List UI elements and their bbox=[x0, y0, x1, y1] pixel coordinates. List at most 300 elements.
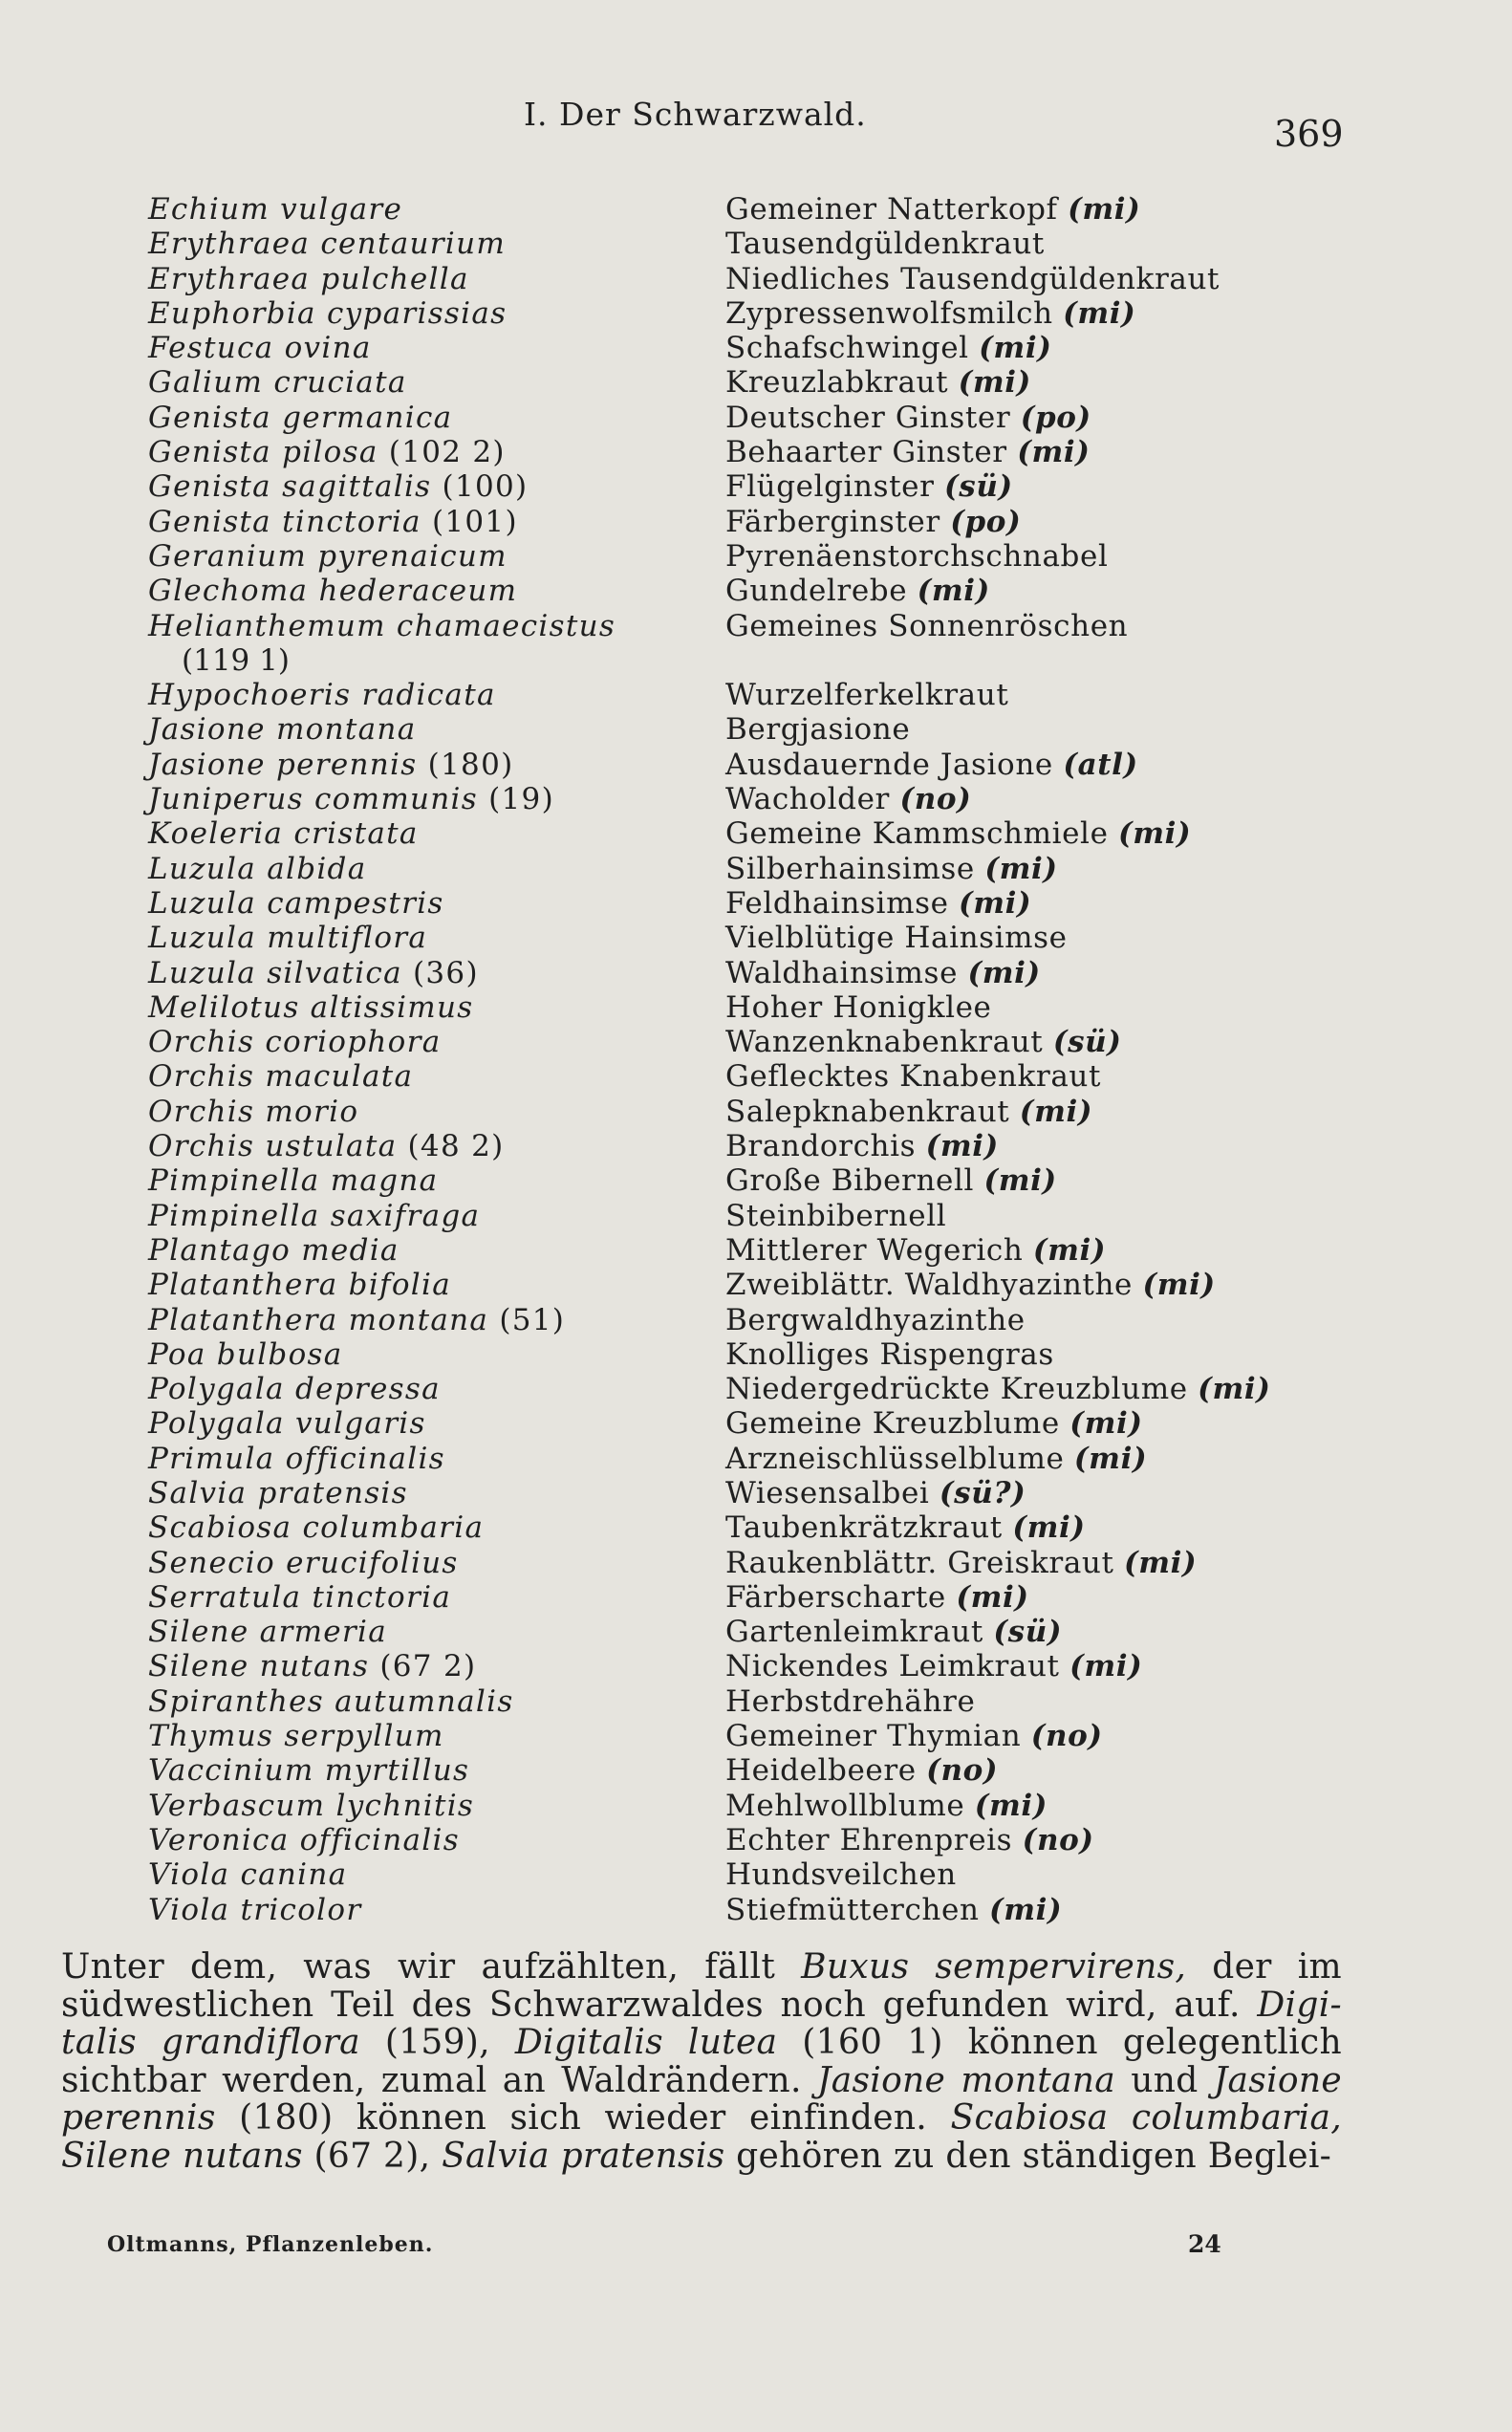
latin-name-text: Koeleria cristata bbox=[148, 816, 419, 852]
latin-name bbox=[148, 1059, 413, 1094]
region-code: (mi) bbox=[1124, 1545, 1198, 1580]
table-row bbox=[0, 1372, 1512, 1406]
latin-name bbox=[148, 1303, 565, 1337]
latin-name-text: Helianthemum chamaecistus bbox=[148, 608, 616, 643]
region-code: (sü) bbox=[944, 469, 1013, 505]
latin-name bbox=[148, 1823, 460, 1857]
table-row bbox=[0, 1893, 1512, 1927]
latin-name bbox=[148, 609, 616, 643]
region-code: (mi) bbox=[983, 1163, 1057, 1199]
german-name bbox=[725, 782, 971, 816]
latin-name bbox=[148, 1442, 445, 1476]
table-row bbox=[0, 921, 1512, 955]
latin-name bbox=[148, 748, 514, 782]
german-name-text: Flügelginster bbox=[725, 469, 935, 505]
latin-name-text: Juniperus communis bbox=[148, 782, 478, 817]
table-row bbox=[0, 262, 1512, 296]
german-name bbox=[725, 401, 1091, 435]
german-name bbox=[725, 816, 1191, 851]
table-row bbox=[0, 1129, 1512, 1163]
latin-name bbox=[148, 782, 554, 816]
latin-name-text: Erythraea centaurium bbox=[148, 227, 507, 262]
latin-name-text: Viola canina bbox=[148, 1857, 348, 1893]
latin-name-text: Pimpinella saxifraga bbox=[148, 1198, 481, 1233]
latin-name-text: Melilotus altissimus bbox=[148, 989, 474, 1025]
german-name-text: Kreuzlabkraut bbox=[725, 365, 949, 401]
latin-name-text: Primula officinalis bbox=[148, 1441, 445, 1476]
german-name-text: Tausendgüldenkraut bbox=[725, 227, 1045, 262]
latin-name bbox=[148, 1129, 505, 1163]
german-name-text: Gemeine Kammschmiele bbox=[725, 816, 1109, 852]
latin-name bbox=[148, 956, 479, 990]
table-row bbox=[0, 886, 1512, 921]
paragraph-line bbox=[61, 1987, 1342, 2025]
table-row bbox=[0, 227, 1512, 261]
reference-number: (180) bbox=[427, 747, 514, 782]
latin-name bbox=[148, 296, 507, 331]
table-row bbox=[0, 1095, 1512, 1129]
paragraph-text: (67 2), bbox=[302, 2136, 443, 2176]
species-mention: Jasione montana bbox=[817, 2060, 1116, 2100]
running-head: I. Der Schwarzwald. bbox=[524, 96, 867, 133]
german-name-text: Echter Ehrenpreis bbox=[725, 1822, 1013, 1857]
german-name bbox=[725, 1337, 1054, 1372]
species-mention: Scabiosa columbaria, bbox=[950, 2098, 1342, 2138]
german-name-text: Gartenleimkraut bbox=[725, 1615, 983, 1650]
species-mention: Digitalis lutea bbox=[514, 2023, 778, 2062]
latin-name-text: Luzula multiflora bbox=[148, 921, 428, 956]
region-code: (mi) bbox=[1068, 192, 1141, 227]
species-mention: Silene nutans bbox=[61, 2136, 303, 2176]
latin-name-text: Poa bulbosa bbox=[148, 1336, 343, 1372]
german-name-text: Arzneischlüsselblume bbox=[725, 1441, 1065, 1476]
table-row bbox=[0, 192, 1512, 227]
german-name bbox=[725, 1789, 1048, 1823]
german-name-text: Vielblütige Hainsimse bbox=[725, 921, 1068, 956]
german-name bbox=[725, 1442, 1147, 1476]
german-name bbox=[725, 296, 1135, 331]
german-name-text: Niedergedrückte Kreuzblume bbox=[725, 1372, 1188, 1407]
table-row bbox=[0, 1303, 1512, 1337]
german-name-text: Geflecktes Knabenkraut bbox=[725, 1059, 1102, 1095]
latin-name-text: Jasione montana bbox=[148, 712, 417, 748]
german-name bbox=[725, 1857, 957, 1892]
german-name bbox=[725, 1199, 946, 1233]
latin-name-text: Geranium pyrenaicum bbox=[148, 538, 508, 574]
table-row bbox=[0, 678, 1512, 712]
region-code: (mi) bbox=[917, 574, 990, 609]
latin-name-text: Thymus serpyllum bbox=[148, 1719, 444, 1754]
german-name-text: Bergjasione bbox=[725, 712, 911, 748]
german-name bbox=[725, 1095, 1092, 1129]
latin-name bbox=[148, 262, 469, 296]
species-mention: Digi- bbox=[1257, 1985, 1342, 2025]
german-name-text: Gemeiner Thymian bbox=[725, 1719, 1022, 1754]
german-name-text: Mittlerer Wegerich bbox=[725, 1232, 1024, 1268]
region-code: (po) bbox=[1020, 400, 1091, 435]
latin-name bbox=[148, 1163, 438, 1198]
table-row bbox=[0, 852, 1512, 886]
table-row bbox=[0, 1406, 1512, 1441]
region-code: (sü?) bbox=[939, 1475, 1026, 1510]
table-row bbox=[0, 1580, 1512, 1615]
latin-name-text: Glechoma hederaceum bbox=[148, 574, 518, 609]
latin-name-text: Scabiosa columbaria bbox=[148, 1510, 485, 1546]
latin-name-text: Festuca ovina bbox=[148, 331, 372, 366]
latin-name bbox=[148, 1546, 459, 1580]
german-name-text: Gundelrebe bbox=[725, 574, 908, 609]
latin-name bbox=[148, 539, 508, 574]
german-name bbox=[725, 748, 1138, 782]
latin-name bbox=[148, 1893, 361, 1927]
signature-mark: 24 bbox=[1188, 2230, 1221, 2258]
table-row bbox=[0, 712, 1512, 747]
latin-name-text: Luzula albida bbox=[148, 851, 367, 886]
reference-number: (101) bbox=[431, 504, 518, 539]
german-name bbox=[725, 921, 1068, 955]
german-name bbox=[725, 1719, 1103, 1753]
region-code: (mi) bbox=[1017, 435, 1091, 470]
footer-author: Oltmanns, Pflanzenleben. bbox=[107, 2232, 434, 2257]
german-name bbox=[725, 1580, 1029, 1615]
german-name-text: Mehlwollblume bbox=[725, 1788, 965, 1823]
latin-name-text: Orchis coriophora bbox=[148, 1025, 442, 1060]
german-name-text: Behaarter Ginster bbox=[725, 435, 1007, 470]
reference-number: (51) bbox=[499, 1302, 566, 1337]
german-name bbox=[725, 956, 1041, 990]
region-code: (mi) bbox=[1069, 1406, 1143, 1442]
latin-name bbox=[148, 1649, 476, 1683]
german-name bbox=[725, 539, 1108, 574]
latin-name bbox=[148, 1857, 347, 1892]
table-row bbox=[0, 435, 1512, 469]
german-name-text: Heidelbeere bbox=[725, 1753, 917, 1789]
german-name-text: Knolliges Rispengras bbox=[725, 1336, 1054, 1372]
paragraph-text: und bbox=[1115, 2060, 1214, 2100]
page-number: 369 bbox=[1274, 113, 1344, 155]
german-name bbox=[725, 192, 1140, 227]
latin-name-text: Spiranthes autumnalis bbox=[148, 1683, 514, 1719]
german-name-text: Steinbibernell bbox=[725, 1198, 947, 1233]
latin-name-text: Veronica officinalis bbox=[148, 1822, 460, 1857]
german-name bbox=[725, 574, 990, 608]
german-name bbox=[725, 1649, 1142, 1683]
german-name-text: Wurzelferkelkraut bbox=[725, 678, 1009, 713]
table-row bbox=[0, 990, 1512, 1025]
region-code: (mi) bbox=[1012, 1510, 1086, 1546]
german-name bbox=[725, 1233, 1106, 1268]
latin-name-text: Silene nutans bbox=[148, 1649, 370, 1684]
region-code: (mi) bbox=[956, 1579, 1029, 1615]
latin-name bbox=[148, 192, 402, 227]
german-name-text: Färberscharte bbox=[725, 1579, 946, 1615]
latin-name-text: Erythraea pulchella bbox=[148, 261, 469, 296]
reference-number: (119 1) bbox=[182, 642, 290, 678]
table-row bbox=[0, 1476, 1512, 1510]
table-row bbox=[0, 1337, 1512, 1372]
latin-name bbox=[148, 921, 427, 955]
table-row bbox=[0, 1510, 1512, 1545]
german-name bbox=[725, 1546, 1197, 1580]
latin-name-text: Orchis ustulata bbox=[148, 1129, 398, 1164]
latin-name bbox=[148, 1233, 400, 1268]
table-row bbox=[0, 1615, 1512, 1649]
german-name-text: Wacholder bbox=[725, 782, 890, 817]
latin-name bbox=[148, 469, 528, 504]
german-name bbox=[725, 1059, 1101, 1094]
table-row bbox=[0, 1442, 1512, 1476]
table-row bbox=[0, 1059, 1512, 1094]
latin-name-text: Viola tricolor bbox=[148, 1892, 362, 1927]
latin-name bbox=[148, 1095, 358, 1129]
german-name-text: Zweiblättr. Waldhyazinthe bbox=[725, 1268, 1133, 1303]
table-row bbox=[0, 1163, 1512, 1198]
latin-name bbox=[148, 1025, 442, 1059]
german-name-text: Stiefmütterchen bbox=[725, 1892, 980, 1927]
german-name bbox=[725, 1129, 999, 1163]
german-name-text: Hundsveilchen bbox=[725, 1857, 957, 1893]
german-name bbox=[725, 1753, 998, 1788]
german-name bbox=[725, 331, 1051, 365]
german-name bbox=[725, 469, 1013, 504]
german-name-text: Nickendes Leimkraut bbox=[725, 1649, 1060, 1684]
latin-name-text: Polygala depressa bbox=[148, 1372, 441, 1407]
region-code: (mi) bbox=[1073, 1441, 1148, 1476]
table-row bbox=[0, 1789, 1512, 1823]
table-row-continuation bbox=[0, 643, 1512, 678]
region-code: (atl) bbox=[1063, 747, 1138, 782]
german-name-text: Gemeiner Natterkopf bbox=[725, 192, 1058, 227]
region-code: (no) bbox=[926, 1753, 999, 1789]
german-name bbox=[725, 886, 1031, 921]
reference-number: (102 2) bbox=[388, 435, 506, 470]
region-code: (sü) bbox=[1052, 1025, 1122, 1060]
latin-name bbox=[148, 1684, 514, 1719]
latin-name-text: Echium vulgare bbox=[148, 192, 403, 227]
latin-name bbox=[148, 1268, 451, 1302]
german-name-text: Färberginster bbox=[725, 504, 940, 539]
region-code: (mi) bbox=[967, 955, 1041, 990]
species-mention: perennis bbox=[61, 2098, 216, 2138]
german-name-text: Schafschwingel bbox=[725, 331, 969, 366]
latin-name bbox=[148, 990, 473, 1025]
species-mention: Salvia pratensis bbox=[442, 2136, 725, 2176]
paragraph-text: gehören zu den ständigen Beglei- bbox=[724, 2136, 1332, 2176]
table-row bbox=[0, 1199, 1512, 1233]
german-name bbox=[725, 678, 1008, 712]
latin-name bbox=[148, 1199, 480, 1233]
latin-name bbox=[148, 1615, 387, 1649]
reference-number: (100) bbox=[442, 469, 529, 505]
paragraph-text: südwestlichen Teil des Schwarzwaldes noch gefunden wird, auf. bbox=[61, 1985, 1258, 2025]
reference-number: (36) bbox=[413, 955, 479, 990]
german-name bbox=[725, 990, 992, 1025]
region-code: (po) bbox=[950, 504, 1022, 539]
latin-name bbox=[148, 1510, 484, 1545]
region-code: (mi) bbox=[988, 1892, 1063, 1927]
region-code: (mi) bbox=[1117, 816, 1192, 852]
latin-name-text: Luzula campestris bbox=[148, 885, 444, 921]
latin-name bbox=[148, 365, 407, 400]
latin-name-text: Orchis maculata bbox=[148, 1059, 414, 1095]
latin-name-text: Genista tinctoria bbox=[148, 504, 421, 539]
latin-name bbox=[148, 401, 452, 435]
latin-name-text: Galium cruciata bbox=[148, 365, 407, 401]
german-name bbox=[725, 1303, 1026, 1337]
german-name-text: Wiesensalbei bbox=[725, 1475, 930, 1510]
latin-name-text: Senecio erucifolius bbox=[148, 1545, 459, 1580]
region-code: (mi) bbox=[979, 331, 1052, 366]
region-code: (mi) bbox=[1069, 1649, 1143, 1684]
table-row bbox=[0, 782, 1512, 816]
latin-name bbox=[148, 1789, 474, 1823]
table-row bbox=[0, 296, 1512, 331]
paragraph-text: sichtbar werden, zumal an Waldrändern. bbox=[61, 2060, 817, 2100]
latin-name bbox=[148, 1372, 441, 1406]
paragraph-line bbox=[61, 2062, 1342, 2100]
table-row bbox=[0, 1857, 1512, 1892]
table-row bbox=[0, 1025, 1512, 1059]
region-code: (no) bbox=[1030, 1719, 1103, 1754]
german-name-text: Silberhainsimse bbox=[725, 851, 975, 886]
table-row bbox=[0, 1649, 1512, 1683]
region-code: (mi) bbox=[1142, 1268, 1216, 1303]
german-name bbox=[725, 852, 1058, 886]
paragraph-text: (159), bbox=[359, 2023, 515, 2062]
paragraph-text: der im bbox=[1186, 1947, 1342, 1987]
region-code: (mi) bbox=[984, 851, 1058, 886]
german-name-text: Salepknabenkraut bbox=[725, 1094, 1010, 1129]
table-row bbox=[0, 469, 1512, 504]
latin-name bbox=[148, 1580, 451, 1615]
latin-name-text: Vaccinium myrtillus bbox=[148, 1753, 470, 1789]
latin-name bbox=[148, 435, 506, 469]
table-row bbox=[0, 401, 1512, 435]
region-code: (mi) bbox=[959, 885, 1032, 921]
german-name-text: Gemeine Kreuzblume bbox=[725, 1406, 1060, 1442]
german-name-text: Bergwaldhyazinthe bbox=[725, 1302, 1026, 1337]
latin-name-text: Genista pilosa bbox=[148, 435, 378, 470]
table-row bbox=[0, 331, 1512, 365]
german-name-text: Taubenkrätzkraut bbox=[725, 1510, 1003, 1546]
german-name-text: Raukenblättr. Greiskraut bbox=[725, 1545, 1114, 1580]
latin-name bbox=[148, 852, 366, 886]
german-name bbox=[725, 712, 910, 747]
german-name bbox=[725, 262, 1220, 296]
latin-name bbox=[148, 886, 444, 921]
german-name bbox=[725, 1823, 1094, 1857]
german-name-text: Deutscher Ginster bbox=[725, 400, 1011, 435]
german-name bbox=[725, 1476, 1026, 1510]
german-name-text: Herbstdrehähre bbox=[725, 1683, 976, 1719]
latin-name bbox=[148, 331, 372, 365]
region-code: (mi) bbox=[974, 1788, 1048, 1823]
german-name-text: Wanzenknabenkraut bbox=[725, 1025, 1044, 1060]
table-row bbox=[0, 1546, 1512, 1580]
german-name bbox=[725, 1684, 975, 1719]
german-name-text: Niedliches Tausendgüldenkraut bbox=[725, 261, 1220, 296]
paragraph-text: Unter dem, was wir aufzählten, fällt bbox=[61, 1947, 802, 1987]
region-code: (mi) bbox=[925, 1129, 999, 1164]
german-name bbox=[725, 1372, 1271, 1406]
latin-name-text: Euphorbia cyparissias bbox=[148, 295, 508, 331]
latin-name bbox=[148, 1337, 343, 1372]
reference-number: (48 2) bbox=[407, 1129, 505, 1164]
german-name bbox=[725, 1510, 1086, 1545]
latin-name bbox=[148, 1406, 426, 1441]
german-name bbox=[725, 1025, 1122, 1059]
latin-name-text: Silene armeria bbox=[148, 1615, 388, 1650]
table-row bbox=[0, 1268, 1512, 1302]
table-row bbox=[0, 609, 1512, 643]
latin-name bbox=[148, 1476, 408, 1510]
latin-name bbox=[148, 574, 517, 608]
table-row bbox=[0, 539, 1512, 574]
species-mention: talis grandiflora bbox=[61, 2023, 360, 2062]
table-row bbox=[0, 1719, 1512, 1753]
latin-name-text: Orchis morio bbox=[148, 1094, 359, 1129]
latin-name bbox=[148, 678, 496, 712]
paragraph-line bbox=[61, 2099, 1342, 2138]
german-name bbox=[725, 1163, 1057, 1198]
german-name bbox=[725, 505, 1021, 539]
species-mention: Buxus sempervirens, bbox=[801, 1947, 1187, 1987]
german-name-text: Feldhainsimse bbox=[725, 885, 949, 921]
german-name bbox=[725, 1615, 1062, 1649]
paragraph-line bbox=[61, 2024, 1342, 2062]
latin-name-text: Platanthera montana bbox=[148, 1302, 489, 1337]
latin-name-text: Luzula silvatica bbox=[148, 955, 402, 990]
german-name bbox=[725, 1268, 1216, 1302]
region-code: (mi) bbox=[1032, 1232, 1107, 1268]
german-name-text: Pyrenäenstorchschnabel bbox=[725, 538, 1109, 574]
region-code: (no) bbox=[899, 782, 972, 817]
body-paragraph bbox=[61, 1948, 1342, 2175]
latin-name bbox=[148, 227, 506, 261]
latin-name bbox=[148, 505, 518, 539]
german-name bbox=[725, 609, 1128, 643]
species-mention: Jasione bbox=[1213, 2060, 1342, 2100]
german-name-text: Gemeines Sonnenröschen bbox=[725, 608, 1129, 643]
table-row bbox=[0, 748, 1512, 782]
paragraph-text: (180) können sich wieder einfinden. bbox=[215, 2098, 951, 2138]
latin-name-text: Jasione perennis bbox=[148, 747, 418, 782]
table-row bbox=[0, 574, 1512, 608]
table-row bbox=[0, 365, 1512, 400]
latin-name-text: Pimpinella magna bbox=[148, 1163, 439, 1199]
region-code: (no) bbox=[1022, 1822, 1094, 1857]
german-name bbox=[725, 435, 1091, 469]
region-code: (mi) bbox=[1063, 295, 1136, 331]
latin-name-text: Plantago media bbox=[148, 1232, 400, 1268]
region-code: (mi) bbox=[1198, 1372, 1271, 1407]
latin-name-text: Verbascum lychnitis bbox=[148, 1788, 475, 1823]
reference-number: (67 2) bbox=[379, 1649, 477, 1684]
paragraph-line bbox=[61, 1948, 1342, 1987]
latin-name bbox=[148, 712, 416, 747]
german-name-text: Große Bibernell bbox=[725, 1163, 974, 1199]
german-name bbox=[725, 227, 1045, 261]
latin-name-text: Salvia pratensis bbox=[148, 1475, 408, 1510]
latin-name bbox=[148, 1719, 444, 1753]
latin-name bbox=[148, 816, 419, 851]
region-code: (mi) bbox=[1019, 1094, 1093, 1129]
table-row bbox=[0, 956, 1512, 990]
german-name-text: Waldhainsimse bbox=[725, 955, 959, 990]
latin-name-text: Polygala vulgaris bbox=[148, 1406, 426, 1442]
region-code: (mi) bbox=[958, 365, 1031, 401]
table-row bbox=[0, 1823, 1512, 1857]
